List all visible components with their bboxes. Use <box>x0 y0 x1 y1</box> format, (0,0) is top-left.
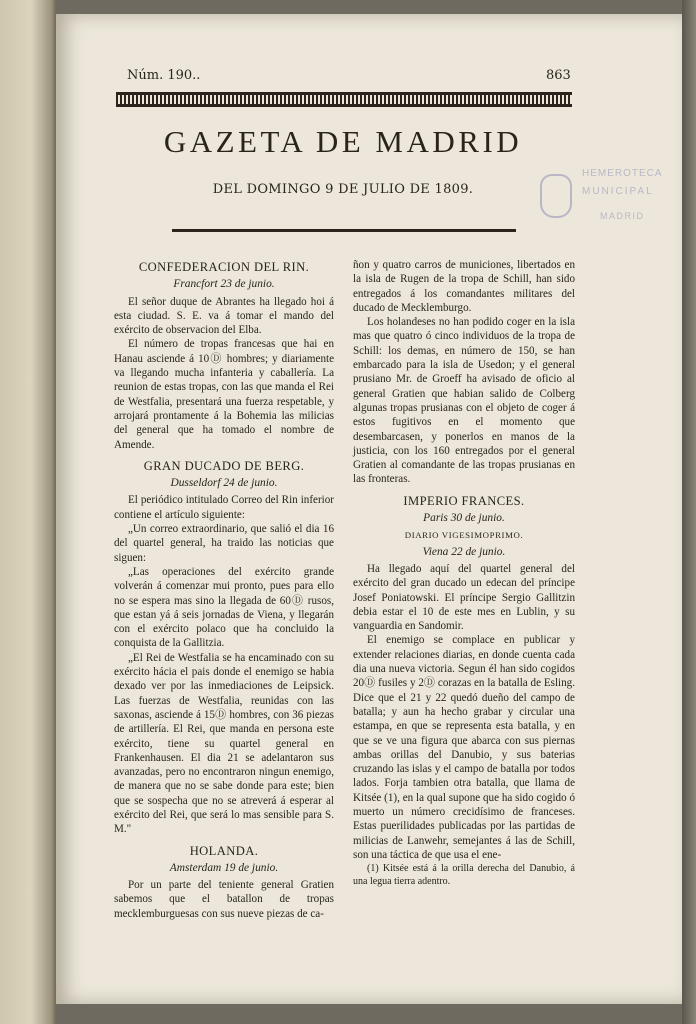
paragraph: El periódico intitulado Correo del Rin inferior contiene el artículo siguiente: <box>114 494 334 521</box>
header-divider <box>172 229 516 232</box>
section-dateline: Dusseldorf 24 de junio. <box>170 477 278 490</box>
section-heading: IMPERIO FRANCES. <box>403 493 525 508</box>
paragraph: El número de tropas francesas que hai en Hanau asciende á 10Ⓓ hombres; y diariamente va llegando mucha infanteria y caballería. La reunion de estas tropas, con las que manda el Rei de Westfalia, presentará una fuerza respetable, y arrojará prontamente á la Bohemia las milicias del general que ha tomado el nombre de Amende. <box>114 338 334 451</box>
binding-edge <box>682 0 696 1024</box>
paragraph: „El Rei de Westfalia se ha encaminado con su exército hácia el pais donde el enemigo se habia dexado ver por las inmediaciones de Leipsick. Las fuerzas de Westfalia, reunidas con las saxonas, asciende á 15Ⓓ hombres, con 36 piezas de artillería. El Rei, que manda en persona este exército, tiene su quartel general en Frankenhausen. El dia 21 se adelantaron sus avanzadas, pero no encontraron ningun enemigo, de manera que no se sabe donde para este; bien que se sospecha que no se atreverá á esperar al exército del Rei, que será lo mas sensible para S. M." <box>114 651 334 836</box>
paragraph: „Las operaciones del exército grande volverán á comenzar mui pronto, pues para ello no se espera mas sino la llegada de 60Ⓓ rusos, que estan yá á seis jornadas de Viena, y llegarán con el exército polaco que ha concluido la conquista de la Gallitzia. <box>114 565 334 650</box>
left-column <box>114 260 334 921</box>
ornamental-rule <box>116 92 572 107</box>
paragraph: El señor duque de Abrantes ha llegado hoi á esta ciudad. S. E. va á tomar el mando del exército de observacion del Elba. <box>114 295 334 337</box>
section-heading: HOLANDA. <box>189 843 259 858</box>
section-dateline: Viena 22 de junio. <box>422 545 506 558</box>
seal-icon <box>540 174 572 218</box>
paragraph: Los holandeses no han podido coger en la isla mas que quatro ó cinco individuos de la tropa de Schill: los demas, en número de 150, se han embarcado para la isla de Usedon; y el general prusiano Mr. de Groeff ha avisado de oficio al general Gratien que habian salido de Colberg algunas tropas prusianas con el objeto de coger á estos fugitivos en el momento que desembarcasen, y ponerlos en manos de la justicia, con los 160 entregados por el general Gratien al comandante de las tropas prusianas en las fronteras. <box>353 316 575 486</box>
paragraph: Por un parte del teniente general Gratien sabemos que el batallon de tropas mecklemburguesas con sus nueve piezas de ca- <box>114 879 334 920</box>
page-number: 863 <box>546 68 571 83</box>
section-dateline: Paris 30 de junio. <box>423 512 505 525</box>
issue-number: Núm. 190.. <box>127 68 201 83</box>
section-heading: CONFEDERACION DEL RIN. <box>138 260 310 274</box>
section-subheading: DIARIO VIGESIMOPRIMO. <box>404 530 524 541</box>
stamp-line-2: MUNICIPAL <box>582 186 654 197</box>
facing-page-edge <box>0 0 56 1024</box>
section-heading: GRAN DUCADO DE BERG. <box>143 458 305 473</box>
masthead-title: GAZETA DE MADRID <box>163 124 523 159</box>
paragraph: El enemigo se complace en publicar y extender relaciones diarias, en donde cuenta cada dia una nueva victoria. Segun él han sido cogidos 20Ⓓ fusiles y 2Ⓓ corazas en la batalla de Esling. Dice que el 21 y 22 quedó dueño del campo de batalla; y aun ha hecho grabar y circular una estampa, en que se representa esta batalla, y en que se ve una figura que abarca con sus piernas ambas orillas del Danubio, y sus baterias cruzando las islas y el campo de batalla por todos lados. Forja tambien otra batalla, que llama de Kitsée (1), en la qual supone que ha sido cogido ó muerto un número crecidísimo de franceses. Estas puerilidades publicadas por las partidas de milicias de Lanwehr, semejantes á las de Schill, son una táctica de que usa el ene- <box>353 634 575 861</box>
section-dateline: Amsterdam 19 de junio. <box>169 861 279 874</box>
paragraph: ñon y quatro carros de municiones, libertados en la isla de Rugen de la tropa de Schill, han sido entregados á los comandantes militares del ducado de Mecklemburgo. <box>353 259 575 314</box>
issue-date: DEL DOMINGO 9 DE JULIO DE 1809. <box>212 182 474 197</box>
stamp-line-3: MADRID <box>600 211 645 221</box>
stamp-line-1: HEMEROTECA <box>582 168 663 179</box>
footnote: (1) Kitsée está á la orilla derecha del Danubio, á una legua tierra adentro. <box>353 863 575 888</box>
section-dateline: Francfort 23 de junio. <box>173 278 275 291</box>
paragraph: Ha llegado aquí del quartel general del exército del gran ducado un edecan del príncipe Josef Poniatowski. El príncipe Sergio Gallitzin debia estar el 10 de este mes en Lublin, y su vanguardia en Sandomir. <box>353 562 575 633</box>
right-column <box>353 258 575 888</box>
library-stamp <box>540 166 682 226</box>
paragraph: „Un correo extraordinario, que salió el dia 16 del quartel general, ha traido las noticias que siguen: <box>114 523 334 564</box>
